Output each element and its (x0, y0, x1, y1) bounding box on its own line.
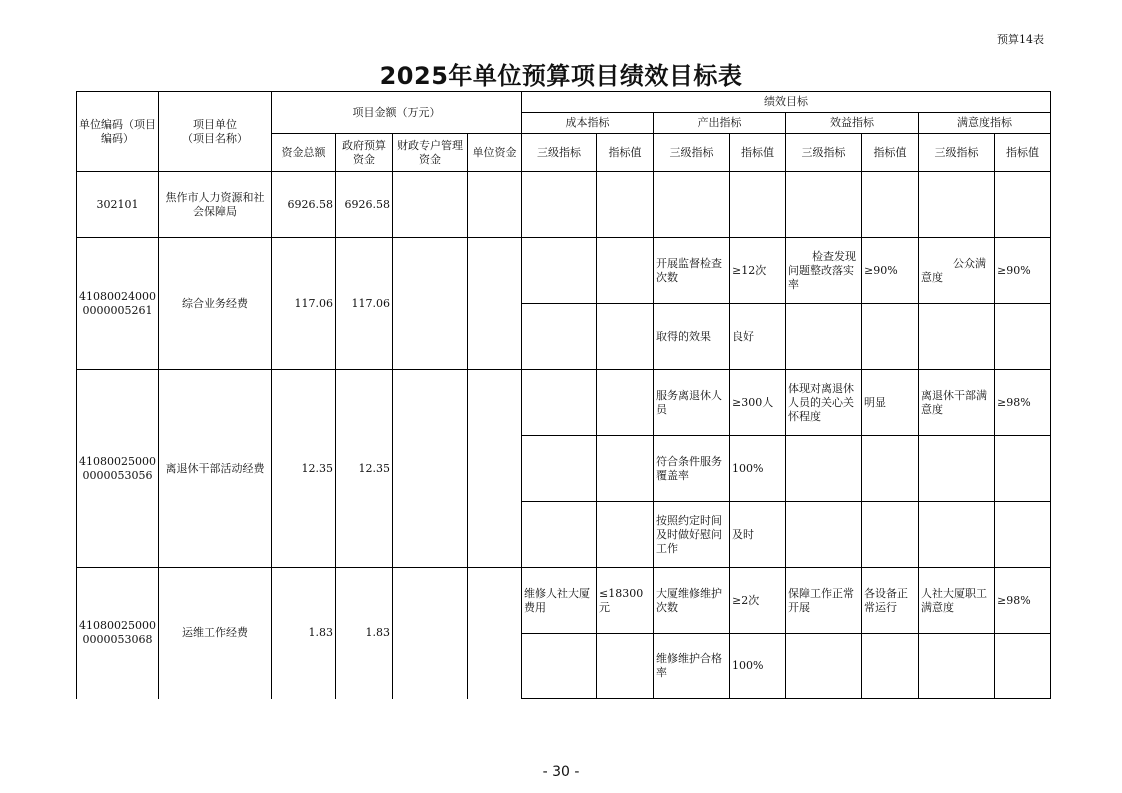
satisfaction-level3-cell (918, 304, 994, 370)
page-title: 2025年单位预算项目绩效目标表 (379, 62, 743, 90)
benefit-level3-cell (785, 436, 861, 502)
header-benefit: 效益指标 (785, 113, 918, 134)
unit-funds-cell (467, 568, 521, 699)
satisfaction-value-cell (994, 304, 1050, 370)
unit-funds-cell (467, 370, 521, 568)
benefit-value-cell: 明显 (861, 370, 918, 436)
cost-level3-cell (521, 634, 596, 699)
page-number: - 30 - (542, 764, 580, 780)
satisfaction-value-cell: ≥98% (994, 370, 1050, 436)
benefit-value-cell (861, 634, 918, 699)
project-name-cell: 焦作市人力资源和社会保障局 (158, 172, 271, 238)
performance-target-table (76, 91, 1051, 699)
output-value-cell (729, 172, 785, 238)
satisfaction-value-cell (994, 172, 1050, 238)
header-satisfaction-value: 指标值 (994, 134, 1050, 172)
satisfaction-value-cell (994, 634, 1050, 699)
unit-funds-cell (467, 238, 521, 370)
fiscal-special-cell (392, 238, 467, 370)
header-unit-funds: 单位资金 (467, 134, 521, 172)
gov-budget-cell: 6926.58 (335, 172, 392, 238)
satisfaction-text: 公众满意度 (920, 256, 986, 284)
header-project-unit (158, 92, 271, 172)
project-name-cell: 运维工作经费 (158, 568, 271, 699)
output-value-cell: 良好 (729, 304, 785, 370)
benefit-level3-cell (785, 238, 861, 304)
unit-code-cell (77, 370, 159, 568)
project-name-cell: 离退休干部活动经费 (158, 370, 271, 568)
cost-level3-cell (521, 502, 596, 568)
table-row (77, 370, 1051, 436)
header-project-unit-line1: 项目单位 (192, 117, 237, 131)
cost-level3-cell (521, 370, 596, 436)
header-output-level3: 三级指标 (653, 134, 729, 172)
satisfaction-level3-cell (918, 502, 994, 568)
satisfaction-level3-cell (918, 634, 994, 699)
fiscal-special-cell (392, 568, 467, 699)
output-level3-cell: 服务离退休人员 (653, 370, 729, 436)
unit-code-line1: 41080025000 (79, 619, 156, 633)
benefit-value-cell (861, 172, 918, 238)
project-name-cell: 综合业务经费 (158, 238, 271, 370)
satisfaction-level3-cell (918, 436, 994, 502)
output-level3-cell: 维修维护合格率 (653, 634, 729, 699)
output-level3-cell: 开展监督检查次数 (653, 238, 729, 304)
benefit-level3-cell (785, 502, 861, 568)
output-value-cell: 100% (729, 436, 785, 502)
header-output-value: 指标值 (729, 134, 785, 172)
header-amount-group: 项目金额（万元） (271, 92, 521, 134)
header-cost-value: 指标值 (596, 134, 653, 172)
output-level3-cell: 取得的效果 (653, 304, 729, 370)
header-cost-level3: 三级指标 (521, 134, 596, 172)
unit-funds-cell (467, 172, 521, 238)
satisfaction-level3-cell (918, 172, 994, 238)
cost-value-cell (596, 436, 653, 502)
benefit-level3-cell (785, 304, 861, 370)
gov-budget-cell: 1.83 (335, 568, 392, 699)
satisfaction-value-cell: ≥98% (994, 568, 1050, 634)
unit-code-line2: 0000053068 (82, 633, 153, 647)
cost-level3-cell: 维修人社大厦费用 (521, 568, 596, 634)
benefit-level3-cell (785, 634, 861, 699)
header-benefit-value: 指标值 (861, 134, 918, 172)
cost-value-cell (596, 172, 653, 238)
benefit-value-cell: 各设备正常运行 (861, 568, 918, 634)
unit-code-line1: 41080024000 (79, 289, 156, 303)
cost-level3-cell (521, 304, 596, 370)
header-unit-code: 单位编码（项目编码） (77, 92, 159, 172)
output-level3-cell: 大厦维修维护次数 (653, 568, 729, 634)
unit-code-cell: 302101 (77, 172, 159, 238)
unit-code-cell (77, 568, 159, 699)
header-fiscal-special: 财政专户管理资金 (392, 134, 467, 172)
header-perf-group: 绩效目标 (521, 92, 1050, 113)
benefit-level3-cell: 保障工作正常开展 (785, 568, 861, 634)
output-level3-cell: 符合条件服务覆盖率 (653, 436, 729, 502)
header-benefit-level3: 三级指标 (785, 134, 861, 172)
benefit-value-cell (861, 304, 918, 370)
header-gov-budget: 政府预算资金 (335, 134, 392, 172)
header-total-funds: 资金总额 (271, 134, 335, 172)
benefit-text: 检查发现问题整改落实率 (787, 249, 856, 291)
cost-value-cell (596, 502, 653, 568)
total-funds-cell: 1.83 (271, 568, 335, 699)
satisfaction-level3-cell: 离退休干部满意度 (918, 370, 994, 436)
satisfaction-level3-cell (918, 238, 994, 304)
benefit-value-cell (861, 502, 918, 568)
cost-level3-cell (521, 172, 596, 238)
table-row (77, 568, 1051, 634)
output-value-cell: 及时 (729, 502, 785, 568)
output-value-cell: ≥2次 (729, 568, 785, 634)
satisfaction-value-cell (994, 502, 1050, 568)
cost-level3-cell (521, 238, 596, 304)
fiscal-special-cell (392, 370, 467, 568)
cost-level3-cell (521, 436, 596, 502)
header-satisfaction-level3: 三级指标 (918, 134, 994, 172)
header-project-unit-line2: （项目名称） (181, 131, 248, 145)
output-value-cell: ≥300人 (729, 370, 785, 436)
cost-value-cell (596, 634, 653, 699)
benefit-level3-cell: 体现对离退休人员的关心关怀程度 (785, 370, 861, 436)
benefit-value-cell: ≥90% (861, 238, 918, 304)
satisfaction-value-cell: ≥90% (994, 238, 1050, 304)
total-funds-cell: 117.06 (271, 238, 335, 370)
total-funds-cell: 12.35 (271, 370, 335, 568)
unit-code-line1: 41080025000 (79, 454, 156, 468)
benefit-value-cell (861, 436, 918, 502)
unit-code-cell (77, 238, 159, 370)
output-level3-cell: 按照约定时间及时做好慰问工作 (653, 502, 729, 568)
table-number-label: 预算14表 (997, 33, 1044, 46)
output-level3-cell (653, 172, 729, 238)
gov-budget-cell: 12.35 (335, 370, 392, 568)
cost-value-cell: ≤18300元 (596, 568, 653, 634)
table-row (77, 172, 1051, 238)
satisfaction-value-cell (994, 436, 1050, 502)
unit-code-line2: 0000005261 (82, 303, 153, 317)
satisfaction-level3-cell: 人社大厦职工满意度 (918, 568, 994, 634)
benefit-level3-cell (785, 172, 861, 238)
header-satisfaction: 满意度指标 (918, 113, 1050, 134)
header-row-1 (77, 92, 1051, 113)
total-funds-cell: 6926.58 (271, 172, 335, 238)
cost-value-cell (596, 238, 653, 304)
gov-budget-cell: 117.06 (335, 238, 392, 370)
header-cost: 成本指标 (521, 113, 653, 134)
fiscal-special-cell (392, 172, 467, 238)
cost-value-cell (596, 304, 653, 370)
header-output: 产出指标 (653, 113, 785, 134)
unit-code-line2: 0000053056 (82, 468, 153, 482)
output-value-cell: ≥12次 (729, 238, 785, 304)
cost-value-cell (596, 370, 653, 436)
table-row (77, 238, 1051, 304)
output-value-cell: 100% (729, 634, 785, 699)
